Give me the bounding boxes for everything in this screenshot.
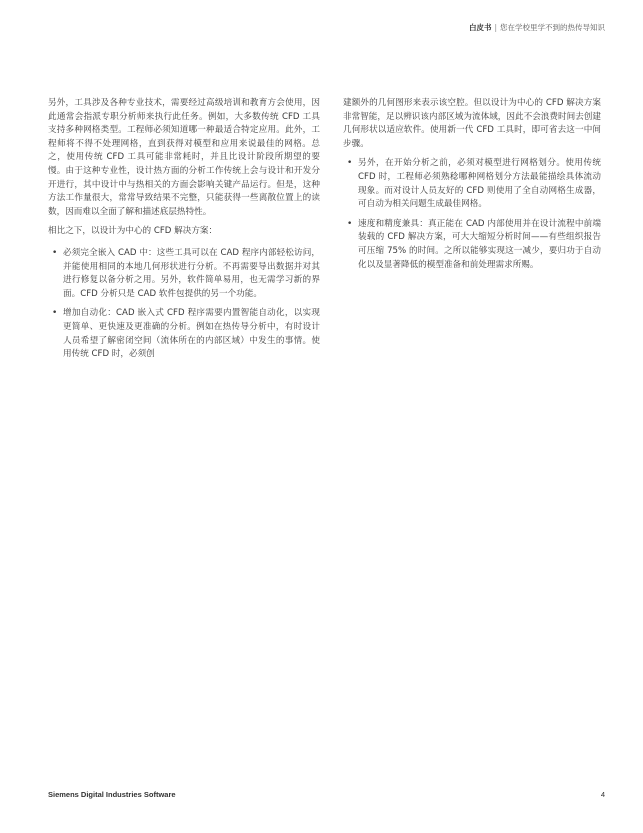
footer-company: Siemens Digital Industries Software	[48, 790, 176, 799]
bullet-text: 速度和精度兼具：真正能在 CAD 内部使用并在设计流程中前端装载的 CFD 解决方案，可大大缩短分析时间——有些组织报告可压缩 75% 的时间。之所以能够实现这一减少，要归功于自动化以及显著降低的模型准备和前处理需求所赐。	[358, 218, 601, 270]
bullet-item	[48, 307, 320, 361]
bullet-text: 另外，在开始分析之前，必须对模型进行网格划分。使用传统 CFD 时，工程师必须熟稔哪种网格划分方法最能描绘具体流动现象。而对设计人员友好的 CFD 则使用了全自动网格生成器，可自动为相关问题生成最佳网格。	[358, 158, 601, 210]
bullet-text: 增加自动化：CAD 嵌入式 CFD 程序需要内置智能自动化，以实现更简单、更快速及更准确的分析。例如在热传导分析中，有时设计人员希望了解密闭空间（流体所在的内部区域）中发生的事情。使用传统 CFD 时，必须创	[63, 308, 320, 360]
header-separator: |	[494, 23, 497, 32]
bullet-icon: •	[347, 158, 353, 169]
bullet-list	[48, 247, 320, 362]
body-paragraph: 另外，工具涉及各种专业技术，需要经过高级培训和教育方会使用，因此通常会指派专职分析师来执行此任务。例如，大多数传统 CFD 工具支持多种网格类型。工程师必须知道哪一种最适合特定应用。此外，工程师将不得不处理网格，直到获得对模型和应用来说最佳的网格。总之，使用传统 CFD 工具可能非常耗时，并且比设计阶段所期望的要慢。由于这种专业性，设计热方面的分析工作传统上会与设计和开发分开进行，其中设计中与热相关的方面会影响关键产品运行。但是，这种方法工作量很大，常常导致结果不完整，只能获得一些离散位置上的读数，因而难以全面了解和描述底层热特性。	[48, 98, 320, 217]
header-title: 白皮书	[468, 23, 492, 32]
bullet-icon: •	[52, 308, 58, 319]
bullet-item	[343, 218, 601, 272]
header-subtitle: 您在学校里学不到的热传导知识	[500, 23, 605, 32]
footer-page-number: 4	[600, 790, 605, 799]
bullet-text: 必须完全嵌入 CAD 中：这些工具可以在 CAD 程序内部轻松访问，并能使用相同的本地几何形状进行分析。不再需要导出数据并对其进行修复以备分析之用。另外，软件简单易用，也无需学习新的界面。CFD 分析只是 CAD 软件包提供的另一个功能。	[63, 247, 320, 299]
right-column	[343, 97, 601, 278]
bullet-icon: •	[347, 218, 353, 229]
intro-paragraph: 相比之下，以设计为中心的 CFD 解决方案：	[48, 226, 218, 237]
page-header	[469, 22, 605, 33]
bullet-item	[48, 247, 320, 301]
left-column	[48, 97, 320, 368]
bullet-item	[343, 157, 601, 211]
continued-paragraph: 建额外的几何图形来表示该空腔。但以设计为中心的 CFD 解决方案非常智能，足以辨识该内部区域为流体域，因此不会浪费时间去创建几何形状以适应软件。使用新一代 CFD 工具时，即可省去这一中间步骤。	[343, 98, 601, 149]
bullet-icon: •	[52, 247, 58, 258]
bullet-list	[343, 157, 601, 272]
